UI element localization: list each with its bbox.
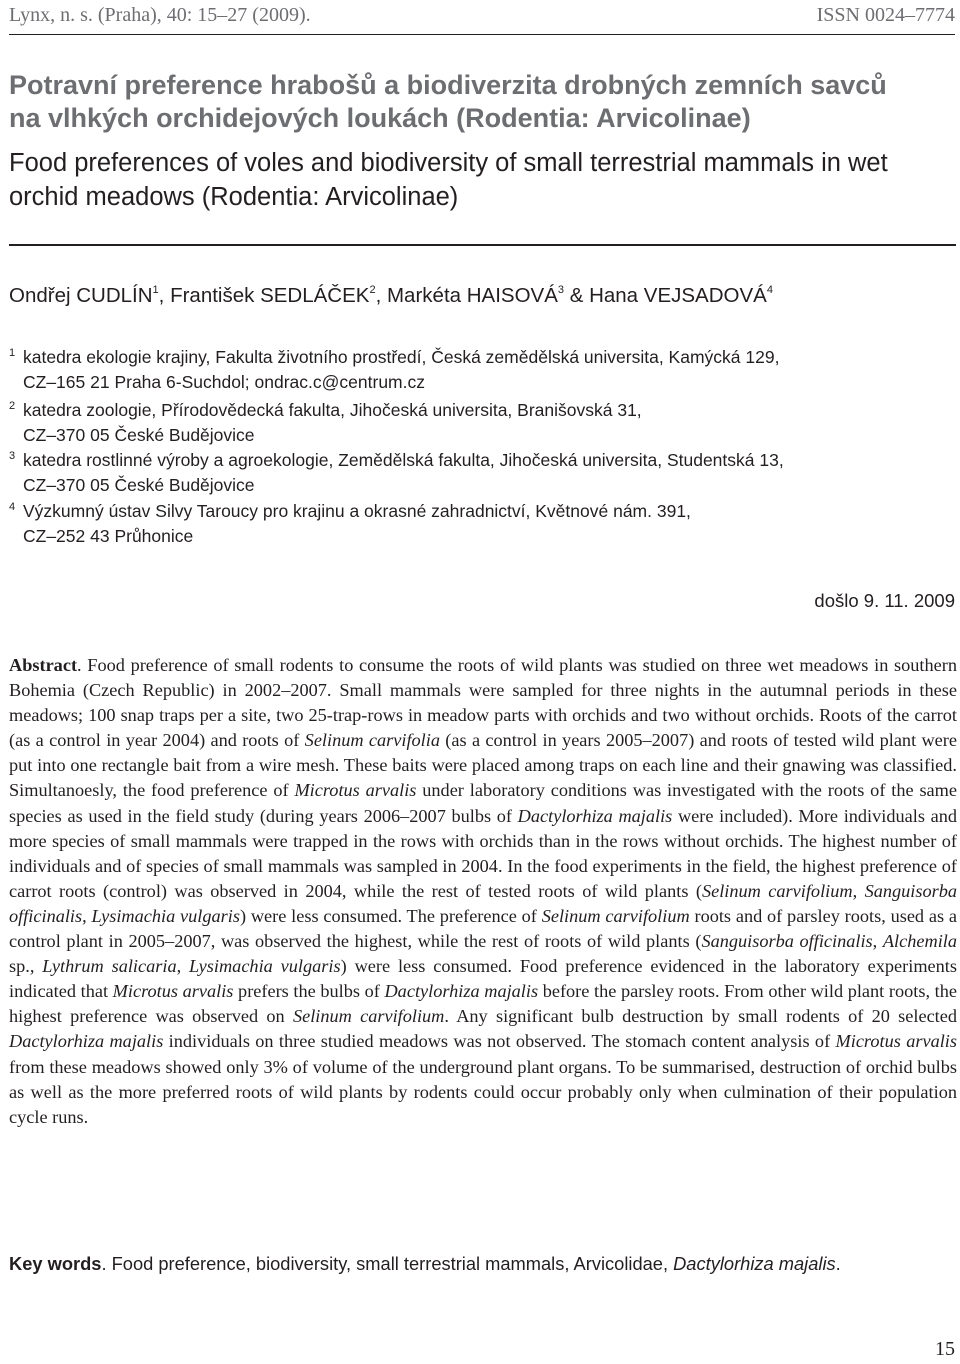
species-name: Selinum carvifolium bbox=[701, 880, 853, 901]
abstract-text: prefers the bulbs of bbox=[233, 981, 385, 1002]
author-affil-mark: 2 bbox=[369, 284, 376, 296]
abstract-label: Abstract bbox=[9, 655, 78, 675]
keywords bbox=[9, 1251, 957, 1277]
affiliation-number: 4 bbox=[9, 501, 16, 513]
title-divider bbox=[9, 244, 956, 246]
keywords-label: Key words bbox=[9, 1253, 102, 1274]
author-separator: , bbox=[158, 284, 171, 307]
author-affil-mark: 3 bbox=[557, 284, 564, 296]
author-name: Markéta HAISOVÁ bbox=[386, 284, 558, 307]
species-name: Lysimachia vulgaris bbox=[91, 905, 240, 926]
species-name: Lysimachia vulgaris bbox=[189, 956, 341, 977]
abstract-text: . Food preference of small rodents to consume the roots of wild plants was studied on three wet meadows in southern Bohemia (Czech Republic) in 2002–2007. Small mammals were sampled for three nights in the autumnal periods in these meadows; 100 snap traps per a site, two 25-trap-rows in meadow parts with orchids and two without orchids. Roots of the carrot (as a control in year 2004) and roots of bbox=[9, 655, 957, 751]
abstract-text: sp., bbox=[9, 956, 43, 977]
title-english-line: orchid meadows (Rodentia: Arvicolinae) bbox=[9, 183, 459, 211]
abstract-text: individuals on three studied meadows was not observed. The stomach content analysis of bbox=[163, 1031, 836, 1052]
affiliation-number: 3 bbox=[9, 450, 16, 462]
affiliation-number: 2 bbox=[9, 400, 16, 412]
affiliation-3 bbox=[9, 448, 954, 497]
affiliation-line: CZ–370 05 České Budějovice bbox=[23, 424, 255, 445]
abstract-text: , bbox=[82, 905, 92, 926]
title-english-line: Food preferences of voles and biodiversity of small terrestrial mammals in wet bbox=[9, 149, 888, 177]
author-list bbox=[9, 284, 954, 308]
species-name: Selinum carvifolia bbox=[304, 730, 440, 751]
abstract-text: before the parsley roots. From other wild plant roots, the highest preference was observed on bbox=[9, 981, 957, 1027]
running-header bbox=[9, 4, 955, 35]
abstract-text: ) were less consumed. The preference of bbox=[239, 905, 542, 926]
author-name: František SEDLÁČEK bbox=[170, 284, 370, 307]
title-czech-line: na vlhkých orchidejových loukách (Rodentia: Arvicolinae) bbox=[9, 103, 751, 133]
affiliation-line: CZ–370 05 České Budějovice bbox=[23, 474, 255, 495]
abstract-text: under laboratory conditions was investigated with the roots of the same species as used in the field study (during years 2006–2007 bulbs of bbox=[9, 780, 958, 826]
author-affil-mark: 1 bbox=[152, 284, 159, 296]
affiliation-number: 1 bbox=[9, 347, 16, 359]
page-number: 15 bbox=[935, 1338, 955, 1360]
keywords-italic: Dactylorhiza majalis bbox=[673, 1253, 836, 1274]
species-name: Sanguisorba officinalis bbox=[701, 931, 873, 952]
affiliation-line: katedra zoologie, Přírodovědecká fakulta, Jihočeská universita, Branišovská 31, bbox=[23, 400, 642, 420]
species-name: Selinum carvifolium bbox=[292, 1006, 445, 1027]
author-separator: , bbox=[375, 284, 387, 307]
abstract-text: . Any significant bulb destruction by small rodents of 20 selected bbox=[444, 1006, 958, 1027]
journal-citation: Lynx, n. s. (Praha), 40: 15–27 (2009). bbox=[9, 4, 311, 26]
species-name: Selinum carvifolium bbox=[541, 905, 690, 926]
abstract-text: ) were less consumed. Food preference evidenced in the laboratory experiments indicated that bbox=[9, 956, 957, 1002]
abstract bbox=[9, 653, 957, 1130]
author-separator: & bbox=[564, 284, 590, 307]
abstract-text: , bbox=[852, 880, 865, 901]
species-name: Microtus arvalis bbox=[835, 1031, 957, 1052]
affiliation-line: katedra ekologie krajiny, Fakulta životního prostředí, Česká zemědělská universita, Kamýcká 129, bbox=[23, 347, 780, 367]
affiliation-1 bbox=[9, 345, 954, 394]
author-name: Ondřej CUDLÍN bbox=[9, 284, 153, 307]
affiliation-line: CZ–165 21 Praha 6-Suchdol; ondrac.c@centrum.cz bbox=[23, 371, 425, 392]
affiliation-line: CZ–252 43 Průhonice bbox=[23, 525, 194, 546]
abstract-text: from these meadows showed only 3% of volume of the underground plant organs. To be summarised, destruction of orchid bulbs as well as the more preferred roots of wild plants by rodents could occur probably only when culmination of their population cycle runs. bbox=[9, 1056, 957, 1127]
author-name: Hana VEJSADOVÁ bbox=[589, 284, 767, 307]
abstract-text: roots and of parsley roots, used as a control plant in 2005–2007, was observed the highest, while the rest of roots of wild plants ( bbox=[9, 905, 958, 952]
title-english bbox=[9, 146, 954, 214]
author-affil-mark: 4 bbox=[766, 284, 773, 296]
species-name: Alchemila bbox=[882, 931, 957, 952]
species-name: Microtus arvalis bbox=[294, 780, 417, 801]
affiliation-line: katedra rostlinné výroby a agroekologie, Zemědělská fakulta, Jihočeská universita, Studentská 13, bbox=[23, 450, 784, 470]
keywords-end: . bbox=[835, 1253, 841, 1274]
title-czech bbox=[9, 69, 954, 135]
keywords-text: . Food preference, biodiversity, small terrestrial mammals, Arvicolidae, bbox=[101, 1253, 674, 1274]
species-name: Lythrum salicaria bbox=[42, 956, 177, 977]
abstract-body bbox=[9, 655, 957, 1127]
issn: ISSN 0024–7774 bbox=[816, 4, 955, 26]
species-name: Dactylorhiza majalis bbox=[9, 1031, 164, 1052]
species-name: Dactylorhiza majalis bbox=[517, 805, 673, 826]
species-name: Microtus arvalis bbox=[112, 981, 234, 1002]
affiliation-2 bbox=[9, 398, 954, 447]
title-czech-line: Potravní preference hrabošů a biodiverzita drobných zemních savců bbox=[9, 70, 887, 100]
affiliation-line: Výzkumný ústav Silvy Taroucy pro krajinu a okrasné zahradnictví, Květnové nám. 391, bbox=[23, 501, 691, 521]
species-name: Sanguisorba officinalis bbox=[9, 880, 958, 926]
abstract-text: were included). More individuals and more species of small mammals were trapped in the rows with orchids than in the rows without orchids. The highest number of individuals and of species of small mammals was sampled in 2004. In the food experiments in the field, the highest preference of carrot roots (control) was observed in 2004, while the rest of tested roots of wild plants ( bbox=[9, 805, 957, 901]
abstract-text: , bbox=[176, 956, 190, 977]
abstract-text: (as a control in years 2005–2007) and roots of tested wild plant were put into one rectangle bait from a wire mesh. These baits were placed among traps on each line and their gnawing was classified. Simultanoesly, the food preference of bbox=[9, 730, 957, 801]
species-name: Dactylorhiza majalis bbox=[384, 981, 539, 1002]
abstract-text: , bbox=[872, 931, 883, 952]
received-date: došlo 9. 11. 2009 bbox=[814, 590, 955, 611]
affiliation-4 bbox=[9, 499, 954, 548]
